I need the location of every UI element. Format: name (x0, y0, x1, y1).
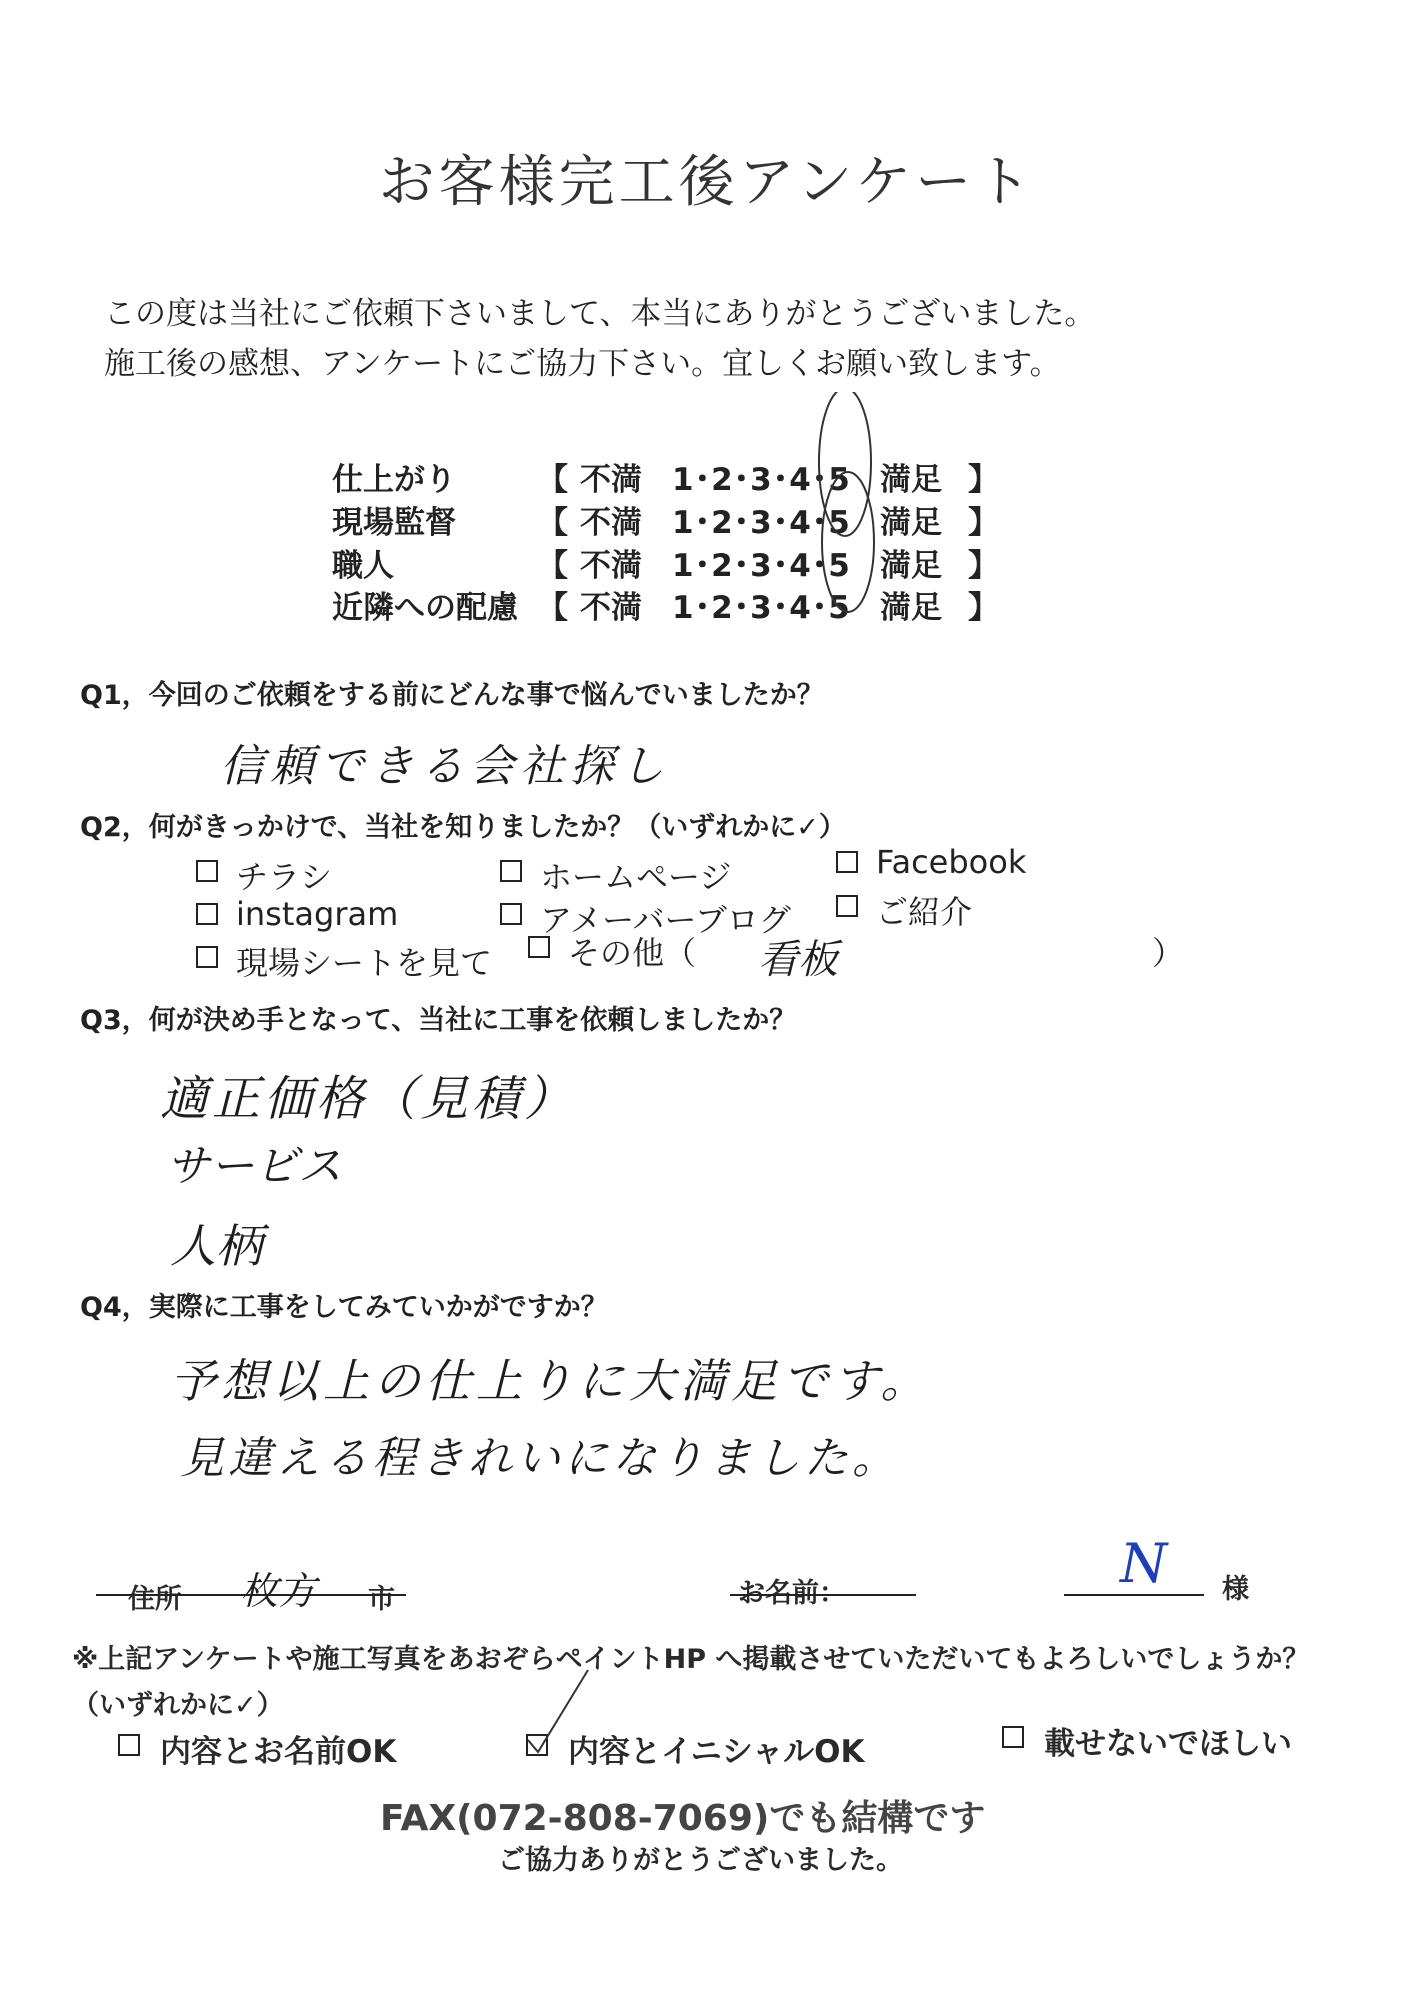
q2-checkbox[interactable] (500, 860, 522, 882)
q2-checkbox[interactable] (196, 860, 218, 882)
footer-thanks: ご協力ありがとうございました。 (498, 1845, 903, 1876)
rating-scale: 1･2･3･4･5 (672, 548, 851, 584)
q2-checkbox[interactable] (528, 936, 550, 958)
rating-scale-low: 不満 (580, 548, 642, 584)
rating-scale-high: 満足 (880, 505, 942, 541)
rating-circle-1 (819, 392, 871, 536)
q2-checkbox[interactable] (196, 946, 218, 968)
name-value: N (1120, 1532, 1168, 1595)
q2-option-label: ホームページ (540, 858, 732, 896)
rating-scale-low: 不満 (580, 505, 642, 541)
q2-option-label: その他（ (568, 934, 697, 972)
publish-option-label: 内容とお名前OK (160, 1734, 397, 1770)
rating-bracket-open: 【 (537, 590, 568, 626)
rating-bracket-open: 【 (537, 505, 568, 541)
q2-label: Q2，何がきっかけで、当社を知りましたか？（いずれかに✓） (80, 812, 846, 843)
rating-scale: 1･2･3･4･5 (672, 462, 851, 498)
rating-scale-low: 不満 (580, 590, 642, 626)
q2-option-label: Facebook (876, 843, 1027, 881)
publish-option-label: 載せないでほしい (1044, 1726, 1292, 1762)
q3-label: Q3，何が決め手となって、当社に工事を依頼しましたか？ (80, 1005, 797, 1036)
q2-checkbox[interactable] (836, 851, 858, 873)
rating-bracket-close: 】 (968, 548, 999, 584)
rating-label: 職人 (332, 548, 394, 584)
rating-circles (800, 392, 910, 632)
honorific: 様 (1222, 1574, 1249, 1605)
rating-bracket-close: 】 (968, 505, 999, 541)
q2-option-label: ご紹介 (876, 893, 973, 931)
name-label: お名前： (738, 1578, 846, 1609)
q2-other-close: ） (1152, 934, 1185, 972)
rating-label: 現場監督 (332, 505, 456, 541)
rating-bracket-open: 【 (537, 462, 568, 498)
rating-scale-high: 満足 (880, 548, 942, 584)
address-value: 枚方 (240, 1569, 317, 1613)
q2-option-label: instagram (236, 895, 399, 933)
address-underline (96, 1594, 406, 1596)
q2-option-label: アメーバーブログ (540, 901, 791, 939)
publish-checkbox[interactable] (1002, 1726, 1024, 1748)
intro-line-2: 施工後の感想、アンケートにご協力下さい。宜しくお願い致します。 (104, 346, 1061, 382)
q1-answer: 信頼できる会社探し (220, 741, 670, 792)
q3-answer-2: サービス (166, 1141, 342, 1192)
rating-circle-2 (822, 472, 874, 612)
publish-option-label: 内容とイニシャルOK (568, 1734, 865, 1770)
publish-checkbox[interactable] (118, 1734, 140, 1756)
rating-label: 近隣への配慮 (332, 590, 518, 626)
q2-option-label: 現場シートを見て (236, 944, 493, 982)
q2-checkbox[interactable] (836, 895, 858, 917)
rating-scale: 1･2･3･4･5 (672, 590, 851, 626)
name-underline-right (1064, 1594, 1204, 1596)
rating-label: 仕上がり (332, 462, 456, 498)
q3-answer-3: 人柄 (170, 1219, 262, 1273)
q4-answer-1: 予想以上の仕上りに大満足です。 (170, 1354, 932, 1408)
q3-answer-1: 適正価格（見積） (160, 1071, 577, 1127)
rating-scale-low: 不満 (580, 462, 642, 498)
rating-bracket-open: 【 (537, 548, 568, 584)
q4-answer-2: 見違える程きれいになりました。 (180, 1433, 900, 1484)
city-suffix: 市 (368, 1584, 395, 1615)
q2-checkbox[interactable] (500, 903, 522, 925)
rating-scale-high: 満足 (880, 590, 942, 626)
rating-scale-high: 満足 (880, 462, 942, 498)
q2-other-answer: 看板 (758, 937, 838, 983)
rating-bracket-close: 】 (968, 590, 999, 626)
checkmark-icon (526, 1696, 566, 1756)
rating-bracket-close: 】 (968, 462, 999, 498)
publish-checkbox[interactable] (526, 1734, 548, 1756)
publish-instruction: （いずれかに✓） (72, 1690, 284, 1721)
q2-checkbox[interactable] (196, 903, 218, 925)
publish-question: ※上記アンケートや施工写真をあおぞらペイントHP へ掲載させていただいてもよろしいでしょうか？ (72, 1644, 1310, 1675)
intro-line-1: この度は当社にご依頼下さいまして、本当にありがとうございました。 (104, 296, 1096, 332)
q4-label: Q4，実際に工事をしてみていかがですか？ (80, 1292, 608, 1323)
address-label: 住所 (128, 1584, 182, 1615)
page-title: お客様完工後アンケート (378, 150, 1036, 215)
q1-label: Q1，今回のご依頼をする前にどんな事で悩んでいましたか？ (80, 680, 824, 711)
name-underline-left (730, 1594, 916, 1596)
rating-scale: 1･2･3･4･5 (672, 505, 851, 541)
q2-option-label: チラシ (236, 858, 333, 896)
footer-fax: FAX(072-808-7069)でも結構です (380, 1798, 986, 1839)
